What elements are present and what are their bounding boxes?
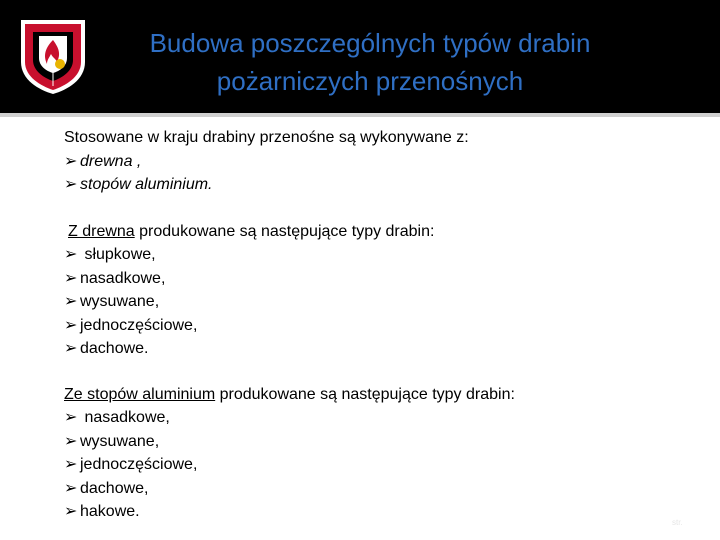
list-item-text: dachowe. [80, 340, 149, 357]
list-item [64, 406, 684, 430]
list-item-text: nasadkowe, [84, 409, 170, 426]
title-line-2: pożarniczych przenośnych [216, 66, 524, 96]
bullet-icon: ➢ [64, 479, 78, 497]
wood-intro [64, 220, 684, 244]
wood-section [64, 220, 684, 361]
materials-section [64, 126, 684, 197]
list-item-text: jednoczęściowe, [80, 456, 198, 473]
wood-intro-rest: produkowane są następujące typy drabin: [134, 222, 435, 240]
bullet-icon: ➢ [64, 340, 78, 357]
bullet-icon: ➢ [64, 503, 78, 520]
bullet-icon: ➢ [64, 293, 78, 310]
list-item [64, 337, 684, 361]
wood-intro-underlined: Z drewna [68, 222, 135, 240]
list-item-text: słupkowe, [84, 246, 156, 263]
list-item-text: wysuwane, [80, 293, 160, 310]
header-bar [0, 0, 720, 113]
bullet-icon: ➢ [64, 432, 78, 450]
list-item-text: hakowe. [80, 503, 140, 520]
list-item [64, 477, 684, 501]
slide-content [64, 126, 684, 524]
page-number-prefix: str. [672, 518, 683, 527]
bullet-icon: ➢ [64, 316, 78, 334]
list-item-text: nasadkowe, [80, 269, 166, 287]
header-divider [0, 113, 720, 117]
page-title [100, 24, 640, 100]
list-item [64, 430, 684, 454]
bullet-icon: ➢ [64, 246, 78, 263]
list-item [64, 314, 684, 338]
list-item-text: drewna , [80, 152, 142, 170]
bullet-icon: ➢ [64, 456, 78, 473]
list-item-text: jednoczęściowe, [80, 316, 198, 334]
page-number [672, 514, 693, 528]
aluminium-section [64, 383, 684, 524]
list-item-text: wysuwane, [80, 432, 160, 450]
aluminium-intro-rest: produkowane są następujące typy drabin: [215, 385, 515, 403]
fire-brigade-logo [15, 16, 91, 96]
list-item [64, 267, 684, 291]
aluminium-intro [64, 383, 684, 407]
materials-intro: Stosowane w kraju drabiny przenośne są wykonywane z: [64, 129, 469, 146]
list-item [64, 173, 684, 197]
list-item [64, 150, 684, 174]
title-line-1: Budowa poszczególnych typów drabin [149, 28, 591, 58]
list-item-text: dachowe, [80, 479, 149, 497]
list-item [64, 290, 684, 314]
aluminium-intro-underlined: Ze stopów aluminium [64, 385, 216, 403]
bullet-icon: ➢ [64, 152, 78, 170]
list-item [64, 243, 684, 267]
page-number-value: 5 [686, 514, 693, 528]
bullet-icon: ➢ [64, 409, 78, 426]
list-item [64, 500, 684, 524]
bullet-icon: ➢ [64, 176, 78, 193]
list-item [64, 453, 684, 477]
bullet-icon: ➢ [64, 269, 78, 287]
list-item-text: stopów aluminium. [80, 176, 213, 193]
